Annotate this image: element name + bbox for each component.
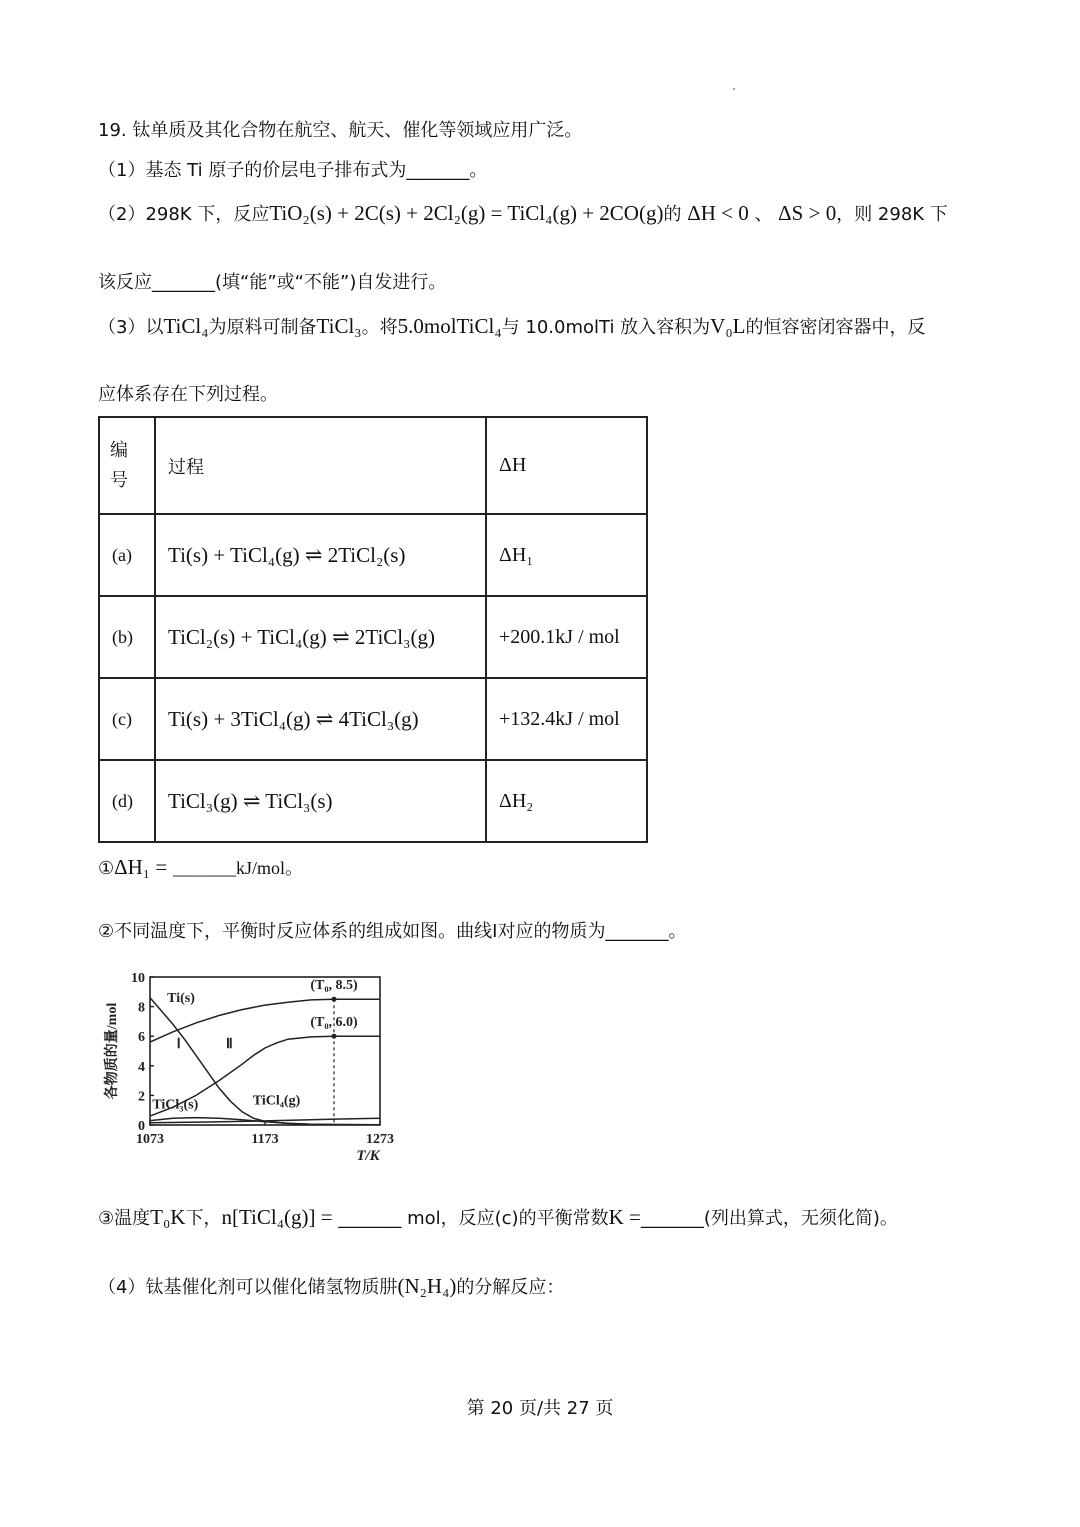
table-header-row: [99, 417, 647, 514]
row-equation: Ti(s) + 3TiCl₄(g) ⇌ 4TiCl₃(g): [155, 678, 486, 760]
row-id: (c): [99, 678, 155, 760]
table-row: [99, 760, 647, 842]
table-row: [99, 678, 647, 760]
row-dh: ΔH₂: [486, 760, 647, 842]
row-equation: Ti(s) + TiCl₄(g) ⇌ 2TiCl₂(s): [155, 514, 486, 596]
enthalpy: ΔH < 0: [687, 201, 749, 225]
text: 、: [754, 204, 773, 225]
formula: TiCl₃: [316, 314, 362, 338]
part-3-cont: 应体系存在下列过程。: [98, 384, 278, 405]
chart-annotation: Ⅰ: [176, 1037, 181, 1053]
x-tick-label: 1173: [251, 1132, 279, 1147]
text: 为原料可制备: [208, 317, 317, 338]
sub-2: ②不同温度下，平衡时反应体系的组成如图。曲线Ⅰ对应的物质为_______。: [98, 921, 687, 942]
part-1: （1）基态 Ti 原子的价层电子排布式为_______。: [98, 160, 488, 181]
table-row: [99, 514, 647, 596]
text: 的分解反应：: [456, 1277, 565, 1298]
text: ，则 298K 下: [836, 204, 948, 225]
entropy: ΔS > 0: [778, 201, 837, 225]
sub-3: [98, 1204, 898, 1230]
text: 。将: [361, 317, 398, 338]
chart-annotation: Ⅱ: [225, 1037, 233, 1053]
page-footer: 第 20 页/共 27 页: [466, 1398, 614, 1419]
text: 的恒容密闭容器中，反: [745, 317, 926, 338]
text: _______(列出算式，无须化简)。: [640, 1208, 898, 1229]
chart-annotation: TiCl₃(s): [152, 1097, 199, 1113]
y-tick-label: 0: [138, 1119, 145, 1134]
y-tick-label: 6: [138, 1030, 145, 1046]
equilibrium-chart: [98, 965, 408, 1170]
text: （2）298K 下，反应: [98, 204, 270, 225]
chart-annotation: Ti(s): [167, 991, 195, 1007]
row-id: (b): [99, 596, 155, 678]
row-id: (a): [99, 514, 155, 596]
formula: K =: [608, 1205, 641, 1229]
x-tick-label: 1073: [136, 1132, 164, 1147]
temperature: T₀K: [150, 1205, 186, 1229]
formula: (N₂H₄): [397, 1274, 457, 1298]
row-dh: +200.1kJ / mol: [486, 596, 647, 678]
chart-annotation: TiCl₄(g): [252, 1093, 301, 1109]
row-dh: +132.4kJ / mol: [486, 678, 647, 760]
header-process: 过程: [155, 417, 486, 514]
row-equation: TiCl₃(g) ⇌ TiCl₃(s): [155, 760, 486, 842]
text: _______kJ/mol。: [172, 858, 303, 878]
t0-point: [332, 1034, 337, 1039]
process-table: [98, 416, 648, 843]
text: 的: [663, 204, 682, 225]
text: 下，: [185, 1208, 222, 1229]
header-dh: ΔH: [486, 417, 647, 514]
chart-annotation: (T₀, 8.5): [310, 977, 358, 993]
volume: V₀L: [710, 314, 746, 338]
y-axis-label: 各物质的量/mol: [105, 1002, 120, 1100]
x-axis-label: T/K: [356, 1148, 380, 1164]
text: （4）钛基催化剂可以催化储氢物质肼: [98, 1277, 398, 1298]
sub-1: [98, 854, 303, 880]
part-2-cont: 该反应_______(填“能”或“不能”)自发进行。: [98, 272, 447, 293]
t0-point: [332, 997, 337, 1002]
header-id: 编号: [99, 417, 155, 514]
equation: TiO₂(s) + 2C(s) + 2Cl₂(g) = TiCl₄(g) + 2CO(g): [269, 201, 664, 225]
text: _______ mol，反应(c)的平衡常数: [338, 1208, 609, 1229]
x-tick-label: 1273: [366, 1132, 394, 1147]
formula: TiCl₄: [163, 314, 209, 338]
part-2-line: [98, 200, 948, 226]
question-title: 19. 钛单质及其化合物在航空、航天、催化等领域应用广泛。: [98, 120, 583, 141]
formula: ΔH₁ =: [114, 855, 168, 879]
part-4: [98, 1273, 564, 1299]
table-row: [99, 596, 647, 678]
y-tick-label: 10: [131, 971, 145, 986]
text: （3）以: [98, 317, 164, 338]
row-equation: TiCl₂(s) + TiCl₄(g) ⇌ 2TiCl₃(g): [155, 596, 486, 678]
formula: n[TiCl₄(g)] =: [221, 1205, 333, 1229]
page-speck: [733, 88, 735, 90]
amount: 5.0molTiCl₄: [397, 314, 502, 338]
row-dh: ΔH₁: [486, 514, 647, 596]
y-tick-label: 8: [138, 1000, 145, 1016]
text: ③温度: [98, 1208, 151, 1229]
y-tick-label: 4: [138, 1059, 145, 1075]
text: ①: [98, 858, 115, 879]
text: 与 10.0molTi 放入容积为: [501, 317, 711, 338]
part-3-line: [98, 313, 926, 339]
y-tick-label: 2: [138, 1089, 145, 1105]
chart-annotation: (T₀, 6.0): [310, 1014, 358, 1030]
row-id: (d): [99, 760, 155, 842]
